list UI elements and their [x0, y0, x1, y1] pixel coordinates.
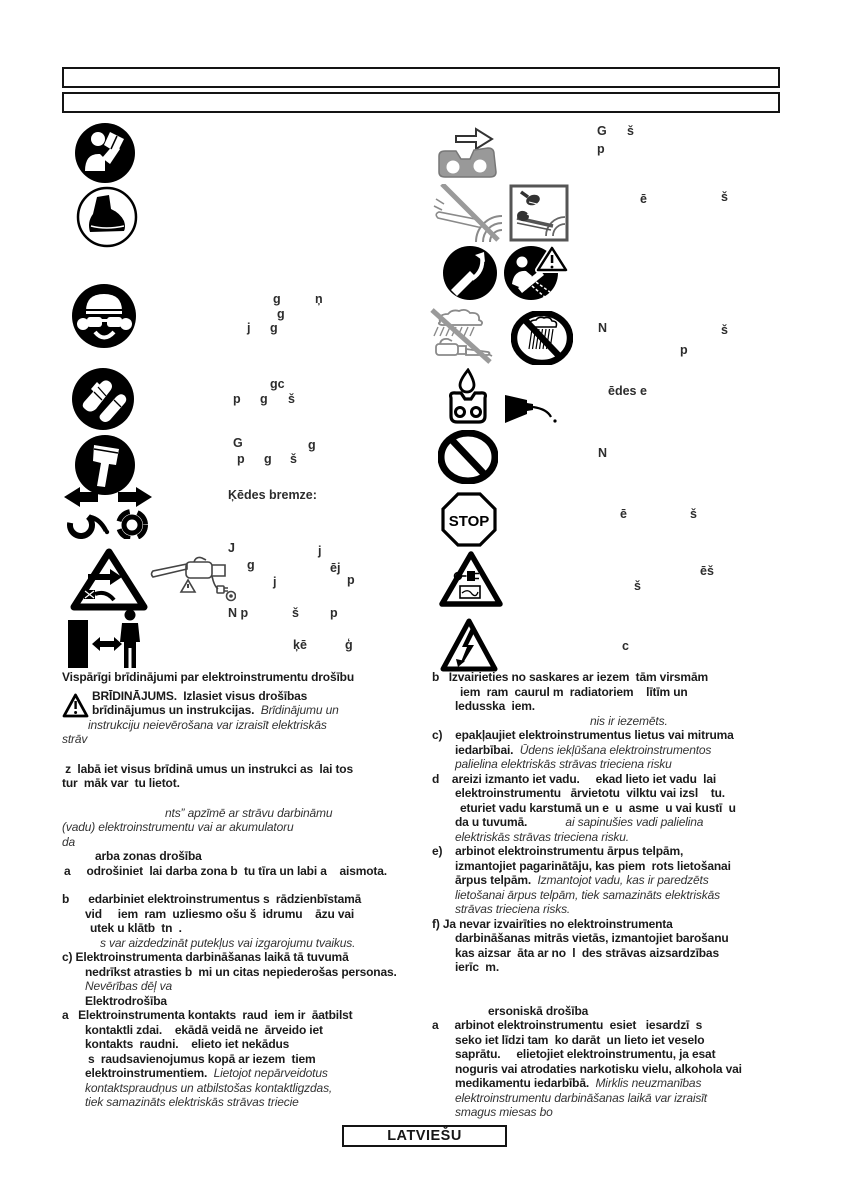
text-segment: utek u klātb tn .: [90, 921, 182, 935]
text-line: [165, 806, 440, 821]
residual-text-fragment: ņ: [315, 292, 323, 306]
text-line: [432, 670, 810, 685]
text-segment: e) arbinot elektroinstrumentu ārpus telpām,: [432, 844, 684, 858]
text-segment: arba zonas drošība: [95, 849, 202, 863]
text-line: [455, 931, 810, 946]
residual-text-fragment: g: [264, 452, 272, 466]
text-line: [455, 873, 810, 888]
text-segment: palielina elektriskās strāvas trieciena risku: [455, 757, 672, 771]
kickback-warning-triangle-icon: [70, 548, 148, 617]
stop-label: STOP: [448, 513, 490, 530]
text-segment: c) Elektroinstrumenta darbināšanas laikā tā tuvumā: [62, 950, 349, 964]
keep-distance-icon: [66, 608, 144, 675]
text-segment: c) epakļaujiet elektroinstrumentus lietus vai mitruma: [432, 728, 734, 742]
residual-text-fragment: š: [690, 507, 697, 521]
text-segment: (vadu) elektroinstrumentu vai ar akumulatoru: [62, 820, 294, 834]
text-segment: eturiet vadu karstumā un e u asme u vai kustī u: [460, 800, 736, 815]
text-line: [62, 762, 440, 777]
text-line: [92, 689, 440, 704]
text-segment: Izmantojot vadu, kas ir paredzēts: [537, 873, 709, 887]
residual-text-fragment: p: [680, 343, 688, 357]
text-line: [455, 786, 810, 801]
header-box-2: [62, 92, 780, 113]
text-segment: strāv: [62, 732, 88, 746]
text-segment: medikamentu iedarbībā.: [455, 1076, 596, 1090]
text-segment: ai sapinušies vadi palielina: [527, 815, 704, 829]
text-line: [85, 994, 440, 1009]
no-rain-chainsaw-icon: [428, 308, 494, 370]
text-line: [455, 757, 810, 772]
language-footer-label: LATVIEŠU: [387, 1128, 462, 1144]
text-line: [85, 907, 440, 922]
text-segment: b Izvairieties no saskares ar iezem tām virsmām: [432, 670, 708, 684]
text-segment: ersoniskā drošība: [488, 1003, 589, 1018]
text-segment: seko iet līdzi tam ko darāt un lieto iet veselo: [455, 1032, 705, 1047]
residual-text-fragment: g: [277, 307, 285, 321]
residual-text-fragment: p: [330, 606, 338, 620]
oil-can-icon: [503, 391, 559, 430]
text-line: [590, 714, 810, 729]
residual-text-fragment: š: [721, 323, 728, 337]
text-segment: d areizi izmanto iet vadu. ekad lieto iet vadu lai: [432, 771, 717, 786]
text-line: [85, 1066, 440, 1081]
text-line: [100, 936, 440, 951]
text-segment: elektriskās strāvas trieciena risku.: [455, 829, 629, 844]
residual-text-fragment: š: [288, 392, 295, 406]
text-line: [64, 864, 440, 879]
text-line: [455, 815, 810, 830]
residual-text-fragment: c: [622, 639, 629, 653]
text-line: [62, 950, 440, 965]
language-footer-box: [342, 1125, 507, 1147]
text-line: [455, 1062, 810, 1077]
text-segment: brīdinājumus un instrukcijas.: [92, 703, 261, 717]
stop-icon: [440, 491, 498, 553]
residual-text-fragment: G: [597, 124, 607, 138]
text-segment: instrukciju neievērošana var izraisīt elektriskās: [88, 717, 327, 732]
text-line: [455, 1033, 810, 1048]
safety-boots-icon: [76, 186, 138, 253]
text-segment: lietošanai ārpus telpām, tiek samazināts elektriskās: [455, 887, 720, 902]
text-line: [90, 921, 440, 936]
text-segment: z labā iet visus brīdinā umus un instrukci as lai tos: [62, 761, 354, 776]
text-line: [62, 835, 440, 850]
text-line: [85, 979, 440, 994]
avoid-tip-contact-icon: [432, 184, 506, 247]
kickback-rotation-icon: [442, 245, 499, 307]
text-line: [460, 801, 810, 816]
text-line: [455, 960, 810, 975]
text-segment: ierīc m.: [455, 960, 500, 974]
left-text-column: [62, 670, 440, 1110]
text-line: [455, 1047, 810, 1062]
residual-text-fragment: g: [270, 321, 278, 335]
text-line: [455, 902, 810, 917]
text-segment: vid iem ram uzliesmo ošu š idrumu āzu vai: [85, 906, 355, 921]
no-rain-icon: [511, 311, 573, 370]
text-segment: a odrošiniet lai darba zona b tu tīra un labi a aismota.: [64, 863, 387, 878]
text-line: [455, 1076, 810, 1091]
residual-text-fragment: p: [233, 392, 241, 406]
text-segment: ledusska iem.: [455, 699, 535, 713]
text-segment: Mirklis neuzmanības: [595, 1076, 702, 1090]
residual-text-fragment: ē: [640, 192, 647, 206]
text-line: [85, 965, 440, 980]
text-segment: f) Ja nevar izvairīties no elektroinstrumenta: [432, 916, 673, 931]
residual-text-fragment: ēš: [700, 564, 714, 578]
text-segment: iem ram caurul m radiatoriem lītīm un: [460, 684, 688, 699]
residual-text-fragment: Ķēdes bremze:: [228, 488, 317, 502]
residual-text-fragment: G: [233, 436, 243, 450]
text-line: [85, 1023, 440, 1038]
residual-text-fragment: N: [598, 321, 608, 335]
text-segment: darbināšanas mitrās vietās, izmantojiet barošanu: [455, 931, 729, 945]
read-manual-icon: [74, 122, 136, 189]
text-line: [432, 844, 810, 859]
text-segment: elektroinstrumentiem.: [85, 1066, 214, 1080]
residual-text-fragment: N p: [228, 606, 249, 620]
text-segment: iedarbībai.: [455, 742, 520, 757]
text-segment: da u tuvumā.: [455, 815, 528, 829]
text-segment: Ūdens iekļūšana elektroinstrumentos: [519, 742, 712, 757]
text-segment: nis ir iezemēts.: [590, 713, 668, 728]
text-segment: kas aizsar āta ar no l des strāvas aizsardzības: [455, 945, 719, 960]
text-line: [455, 859, 810, 874]
residual-text-fragment: g: [247, 558, 255, 572]
unplug-before-service-icon: [438, 550, 504, 613]
residual-text-fragment: p: [237, 452, 245, 466]
text-line: [62, 1008, 440, 1023]
residual-text-fragment: g: [273, 292, 281, 306]
header-box-1: [62, 67, 780, 88]
residual-text-fragment: j: [247, 321, 251, 335]
prohibition-icon: [438, 430, 498, 489]
residual-text-fragment: p: [347, 573, 355, 587]
text-line: [460, 685, 810, 700]
kickback-injury-warning-icon: [502, 242, 568, 309]
text-segment: s raudsavienojumus kopā ar iezem tiem: [88, 1051, 316, 1066]
residual-text-fragment: š: [292, 606, 299, 620]
text-line: [455, 1105, 810, 1120]
residual-text-fragment: j: [273, 575, 277, 589]
helmet-goggles-ear-protection-icon: [71, 283, 138, 355]
text-segment: BRĪDINĀJUMS. Izlasiet visus drošības: [92, 688, 308, 703]
residual-text-fragment: ģ: [345, 638, 353, 652]
text-segment: tur māk var tu lietot.: [62, 776, 180, 790]
chain-direction-icon: [436, 120, 502, 187]
residual-text-fragment: ēdes e: [608, 384, 647, 398]
residual-text-fragment: g: [260, 392, 268, 406]
text-segment: kontaktspraudņus un atbilstošas kontaktligzdas,: [85, 1080, 333, 1095]
text-line: [62, 820, 440, 835]
residual-text-fragment: ē: [620, 507, 627, 521]
text-segment: nedrīkst atrasties b mi un citas nepiederošas personas.: [85, 964, 397, 979]
text-line: [62, 892, 440, 907]
text-line: [455, 699, 810, 714]
residual-text-fragment: j: [318, 544, 322, 558]
residual-text-fragment: g: [308, 438, 316, 452]
text-line: [455, 1091, 810, 1106]
text-segment: Nevērības dēļ va: [85, 979, 172, 993]
text-line: [488, 1004, 810, 1019]
residual-text-fragment: N: [598, 446, 608, 460]
text-line: [455, 946, 810, 961]
chain-oil-icon: [446, 368, 490, 431]
chainsaw-unplug-diagram-icon: [150, 556, 236, 611]
residual-text-fragment: š: [721, 190, 728, 204]
text-segment: elektroinstrumentu darbināšanas laikā var izraisīt: [455, 1090, 707, 1105]
text-segment: elektroinstrumentu ārvietotu vilktu vai izsl tu.: [455, 786, 725, 800]
text-segment: ārpus telpām.: [455, 873, 538, 887]
text-segment: b edarbiniet elektroinstrumentus s rādzienbīstamā: [62, 892, 362, 906]
text-line: [88, 1052, 440, 1067]
right-text-column: [432, 670, 810, 1120]
residual-text-fragment: ēj: [330, 561, 341, 575]
text-segment: da: [62, 834, 76, 849]
text-segment: nts” apzīmē ar strāvu darbināmu: [165, 805, 333, 820]
protective-gloves-icon: [71, 367, 136, 437]
residual-text-fragment: š: [627, 124, 634, 138]
text-segment: kontakts raudni. elieto iet nekādus: [85, 1037, 290, 1051]
two-hands-grip-icon: [509, 184, 569, 247]
text-segment: a arbinot elektroinstrumentu esiet iesardzī s: [432, 1018, 703, 1032]
text-line: [62, 732, 440, 747]
text-segment: kontaktli zdai. ekādā veidā ne ārveido iet: [85, 1022, 323, 1037]
text-line: [432, 772, 810, 787]
residual-text-fragment: p: [597, 142, 605, 156]
electric-shock-warning-icon: [440, 618, 498, 677]
text-segment: noguris vai atrodaties narkotisku vielu, alkohola vai: [455, 1061, 742, 1076]
text-line: [432, 728, 810, 743]
text-line: [88, 718, 440, 733]
text-line: [455, 743, 810, 758]
text-segment: s var aizdedzināt putekļus vai izgarojumu tvaikus.: [100, 935, 356, 950]
residual-text-fragment: gc: [270, 377, 285, 391]
text-line: [432, 917, 810, 932]
text-line: [85, 1081, 440, 1096]
chain-brake-icon: [64, 487, 152, 544]
text-segment: Elektrodrošība: [85, 993, 167, 1008]
text-segment: izmantojiet pagarinātāju, kas piem rots lietošanai: [455, 858, 731, 873]
text-line: [85, 1095, 440, 1110]
text-segment: smagus miesas bo: [455, 1105, 553, 1119]
text-segment: saprātu. elietojiet elektroinstrumentu, ja esat: [455, 1047, 716, 1061]
text-line: [455, 830, 810, 845]
residual-text-fragment: ķē: [293, 638, 307, 652]
text-line: [62, 776, 440, 791]
text-segment: a Elektroinstrumenta kontakts raud iem ir āatbilst: [62, 1008, 353, 1022]
text-segment: Vispārīgi brīdinājumi par elektroinstrumentu drošību: [62, 670, 355, 684]
residual-text-fragment: š: [634, 579, 641, 593]
text-segment: tiek samazināts elektriskās strāvas triecie: [85, 1095, 299, 1109]
text-segment: Lietojot nepārveidotus: [213, 1066, 328, 1080]
text-segment: Brīdinājumu un: [260, 703, 339, 717]
text-line: [455, 888, 810, 903]
text-line: [85, 1037, 440, 1052]
text-segment: strāvas trieciena risks.: [455, 902, 571, 916]
residual-text-fragment: š: [290, 452, 297, 466]
text-line: [62, 670, 440, 685]
text-line: [95, 849, 440, 864]
residual-text-fragment: J: [228, 541, 235, 555]
text-line: [432, 1018, 810, 1033]
text-line: [92, 703, 440, 718]
